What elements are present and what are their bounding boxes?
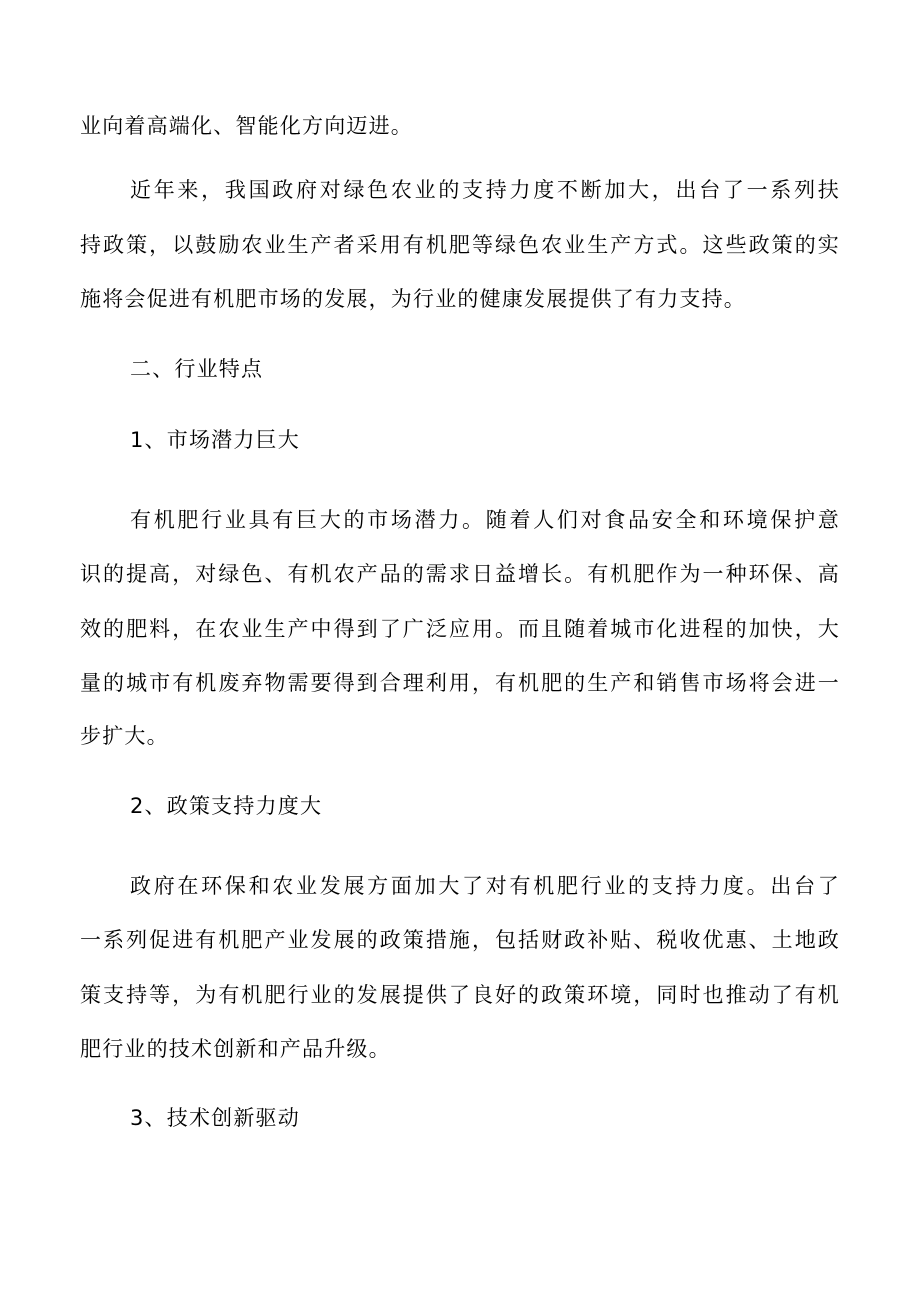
paragraph-market-potential-line-4: 量的城市有机废弃物需要得到合理利用，有机肥的生产和销售市场将会进一 (80, 671, 840, 695)
paragraph-market-potential-line-2: 识的提高，对绿色、有机农产品的需求日益增长。有机肥作为一种环保、高 (80, 562, 840, 586)
subheading-policy-support (130, 792, 322, 820)
paragraph-policy-line-3: 策支持等，为有机肥行业的发展提供了良好的政策环境，同时也推动了有机 (80, 983, 840, 1007)
paragraph-market-potential-line-1: 有机肥行业具有巨大的市场潜力。随着人们对食品安全和环境保护意 (130, 508, 840, 532)
paragraph-policy-support-line-1: 近年来，我国政府对绿色农业的支持力度不断加大，出台了一系列扶 (130, 178, 840, 202)
paragraph-policy-line-4: 肥行业的技术创新和产品升级。 (80, 1037, 391, 1061)
paragraph-market-potential-line-3: 效的肥料，在农业生产中得到了广泛应用。而且随着城市化进程的加快，大 (80, 617, 840, 641)
subheading-market-potential (130, 426, 300, 454)
paragraph-policy-line-1: 政府在环保和农业发展方面加大了对有机肥行业的支持力度。出台了 (130, 874, 840, 898)
paragraph-continuation-line: 业向着高端化、智能化方向迈进。 (80, 114, 413, 138)
paragraph-market-potential-line-5: 步扩大。 (80, 724, 169, 748)
paragraph-policy-support-line-3: 施将会促进有机肥市场的发展，为行业的健康发展提供了有力支持。 (80, 287, 746, 311)
subheading-market-potential-text: 1、市场潜力巨大 (130, 428, 300, 452)
subheading-tech-innovation (130, 1104, 300, 1132)
paragraph-policy-line-2: 一系列促进有机肥产业发展的政策措施，包括财政补贴、税收优惠、土地政 (80, 928, 840, 952)
paragraph-policy-support-line-2: 持政策，以鼓励农业生产者采用有机肥等绿色农业生产方式。这些政策的实 (80, 233, 840, 257)
subheading-tech-innovation-text: 3、技术创新驱动 (130, 1106, 300, 1130)
subheading-policy-support-text: 2、政策支持力度大 (130, 794, 323, 818)
section-heading-industry-features: 二、行业特点 (130, 357, 264, 381)
